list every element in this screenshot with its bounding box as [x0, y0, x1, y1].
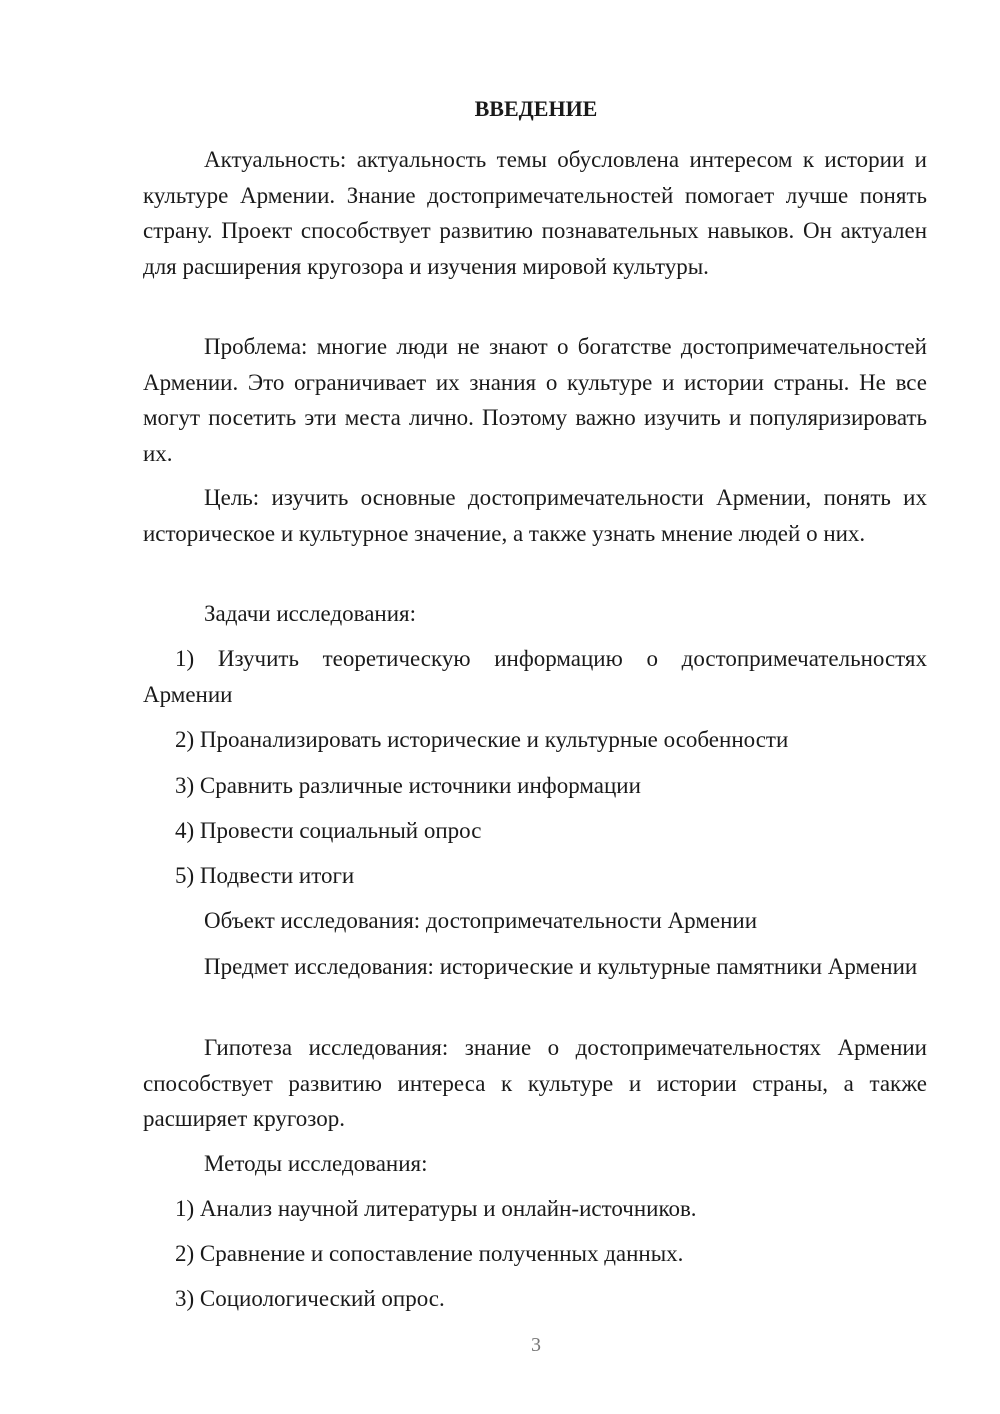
task-item: 2) Проанализировать исторические и культурные особенности — [175, 727, 789, 752]
relevance-paragraph: Актуальность: актуальность темы обусловлена интересом к истории и культуре Армении. Знание достопримечательностей помогает лучше понять страну. Проект способствует развитию познавательных навыков. Он актуален для расширения кругозора и изучения мировой культуры. — [143, 147, 927, 279]
hypothesis-paragraph: Гипотеза исследования: знание о достопримечательностях Армении способствует развитию интереса к культуре и истории страны, а также расширяет кругозор. — [143, 1035, 927, 1131]
task-item: 5) Подвести итоги — [175, 863, 355, 888]
method-item: 3) Социологический опрос. — [175, 1286, 445, 1311]
task-item: 4) Провести социальный опрос — [175, 818, 482, 843]
problem-paragraph: Проблема: многие люди не знают о богатстве достопримечательностей Армении. Это ограничивает их знания о культуре и истории страны. Не все могут посетить эти места лично. Поэтому важно изучить и популяризировать их. — [143, 334, 927, 466]
goal-paragraph: Цель: изучить основные достопримечательности Армении, понять их историческое и культурное значение, а также узнать мнение людей о них. — [143, 485, 927, 546]
method-item: 2) Сравнение и сопоставление полученных данных. — [175, 1241, 684, 1266]
task-item: 3) Сравнить различные источники информации — [175, 773, 641, 798]
tasks-heading: Задачи исследования: — [204, 601, 417, 626]
subject-paragraph: Предмет исследования: исторические и культурные памятники Армении — [204, 954, 918, 979]
method-item: 1) Анализ научной литературы и онлайн-источников. — [175, 1196, 697, 1221]
task-item: 1) Изучить теоретическую информацию о достопримечательностях Армении — [143, 646, 927, 707]
page-number: 3 — [531, 1334, 541, 1356]
object-paragraph: Объект исследования: достопримечательности Армении — [204, 908, 758, 933]
methods-heading: Методы исследования: — [204, 1151, 428, 1176]
page-title: ВВЕДЕНИЕ — [474, 96, 598, 121]
